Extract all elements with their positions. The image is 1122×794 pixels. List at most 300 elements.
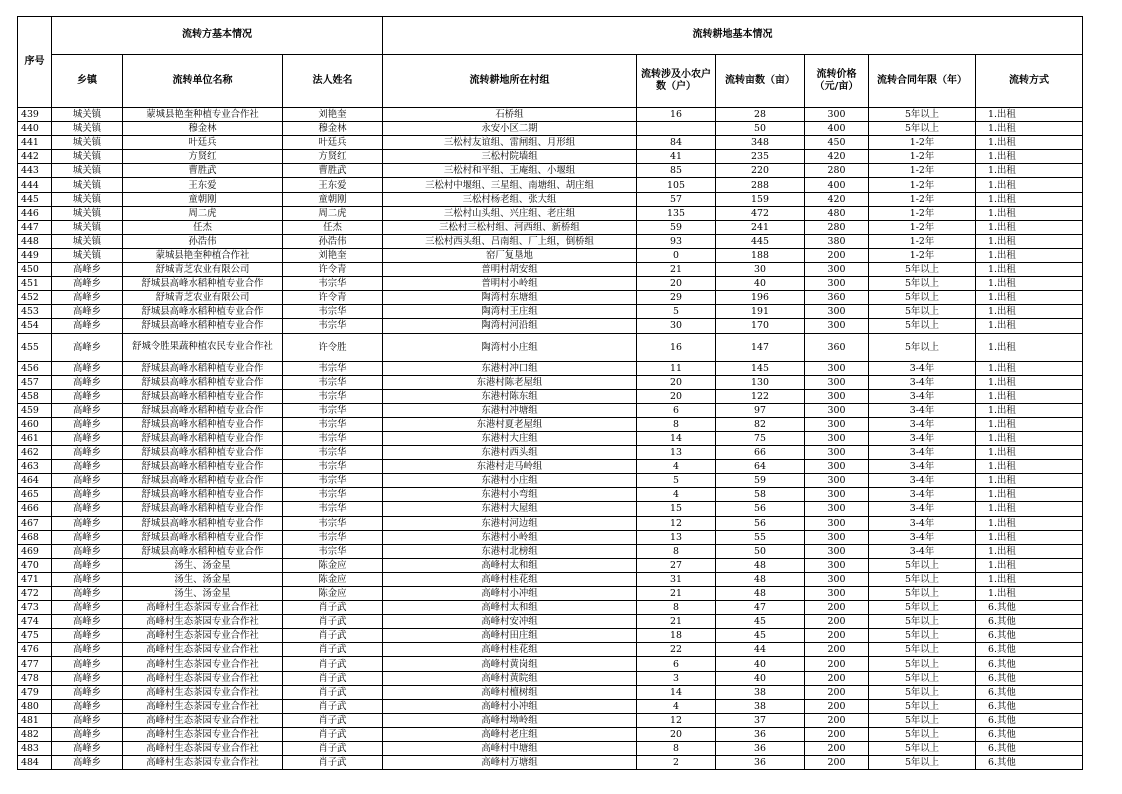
cell-unit-name: 舒城县高峰水稻种植专业合作 <box>123 460 283 474</box>
cell-township: 高峰乡 <box>52 502 123 516</box>
cell-method: 1.出租 <box>976 122 1083 136</box>
cell-price: 200 <box>805 727 869 741</box>
cell-households: 2 <box>637 756 716 770</box>
cell-price: 400 <box>805 122 869 136</box>
cell-legal-person: 韦宗华 <box>283 502 383 516</box>
cell-term: 3-4年 <box>869 446 976 460</box>
cell-area: 58 <box>716 488 805 502</box>
header-price: 流转价格（元/亩） <box>805 55 869 108</box>
cell-method: 1.出租 <box>976 389 1083 403</box>
cell-unit-name: 舒城县高峰水稻种植专业合作 <box>123 305 283 319</box>
cell-area: 159 <box>716 192 805 206</box>
cell-households: 20 <box>637 277 716 291</box>
cell-seq: 441 <box>18 136 52 150</box>
cell-seq: 443 <box>18 164 52 178</box>
cell-area: 97 <box>716 403 805 417</box>
cell-seq: 479 <box>18 685 52 699</box>
cell-price: 200 <box>805 699 869 713</box>
cell-seq: 440 <box>18 122 52 136</box>
cell-legal-person: 肖子武 <box>283 742 383 756</box>
cell-term: 5年以上 <box>869 685 976 699</box>
cell-village-group: 高峰村小冲组 <box>383 587 637 601</box>
header-group-land: 流转耕地基本情况 <box>383 17 1083 55</box>
cell-area: 241 <box>716 220 805 234</box>
cell-village-group: 高峰村檀树组 <box>383 685 637 699</box>
cell-area: 48 <box>716 558 805 572</box>
cell-area: 48 <box>716 587 805 601</box>
cell-method: 6.其他 <box>976 756 1083 770</box>
table-row <box>18 685 1083 699</box>
cell-unit-name: 孙浩伟 <box>123 234 283 248</box>
table-row <box>18 446 1083 460</box>
cell-unit-name: 高峰村生态茶园专业合作社 <box>123 643 283 657</box>
cell-township: 高峰乡 <box>52 375 123 389</box>
cell-seq: 462 <box>18 446 52 460</box>
cell-seq: 475 <box>18 629 52 643</box>
cell-term: 5年以上 <box>869 108 976 122</box>
cell-legal-person: 韦宗华 <box>283 516 383 530</box>
cell-legal-person: 周二虎 <box>283 206 383 220</box>
cell-area: 59 <box>716 474 805 488</box>
table-row <box>18 530 1083 544</box>
cell-area: 55 <box>716 530 805 544</box>
cell-method: 1.出租 <box>976 150 1083 164</box>
cell-seq: 463 <box>18 460 52 474</box>
cell-township: 城关镇 <box>52 248 123 262</box>
cell-households: 22 <box>637 643 716 657</box>
cell-households: 11 <box>637 361 716 375</box>
cell-price: 300 <box>805 108 869 122</box>
cell-seq: 468 <box>18 530 52 544</box>
cell-method: 1.出租 <box>976 403 1083 417</box>
cell-village-group: 陶湾村王庄组 <box>383 305 637 319</box>
cell-area: 40 <box>716 671 805 685</box>
cell-village-group: 三松村西头组、吕南组、厂上组，倒桥组 <box>383 234 637 248</box>
cell-method: 1.出租 <box>976 206 1083 220</box>
cell-households: 21 <box>637 615 716 629</box>
table-row <box>18 277 1083 291</box>
cell-households: 13 <box>637 530 716 544</box>
cell-unit-name: 舒城县高峰水稻种植专业合作 <box>123 417 283 431</box>
cell-area: 38 <box>716 685 805 699</box>
cell-legal-person: 肖子武 <box>283 685 383 699</box>
cell-area: 56 <box>716 502 805 516</box>
cell-township: 高峰乡 <box>52 615 123 629</box>
cell-method: 1.出租 <box>976 178 1083 192</box>
header-unit-name: 流转单位名称 <box>123 55 283 108</box>
cell-price: 300 <box>805 431 869 445</box>
cell-households: 5 <box>637 305 716 319</box>
cell-method: 6.其他 <box>976 657 1083 671</box>
cell-term: 1-2年 <box>869 136 976 150</box>
cell-seq: 444 <box>18 178 52 192</box>
cell-households: 14 <box>637 431 716 445</box>
cell-term: 5年以上 <box>869 601 976 615</box>
cell-unit-name: 舒城县高峰水稻种植专业合作 <box>123 431 283 445</box>
cell-term: 3-4年 <box>869 530 976 544</box>
cell-method: 6.其他 <box>976 713 1083 727</box>
cell-township: 高峰乡 <box>52 713 123 727</box>
cell-households: 6 <box>637 657 716 671</box>
cell-legal-person: 韦宗华 <box>283 277 383 291</box>
cell-method: 1.出租 <box>976 587 1083 601</box>
cell-township: 高峰乡 <box>52 361 123 375</box>
cell-term: 5年以上 <box>869 699 976 713</box>
cell-term: 3-4年 <box>869 375 976 389</box>
cell-area: 45 <box>716 629 805 643</box>
cell-township: 城关镇 <box>52 122 123 136</box>
cell-price: 300 <box>805 587 869 601</box>
cell-seq: 478 <box>18 671 52 685</box>
table-body <box>18 108 1083 770</box>
cell-method: 1.出租 <box>976 319 1083 333</box>
cell-township: 城关镇 <box>52 150 123 164</box>
cell-unit-name: 穆金林 <box>123 122 283 136</box>
cell-township: 高峰乡 <box>52 277 123 291</box>
cell-area: 188 <box>716 248 805 262</box>
cell-households: 27 <box>637 558 716 572</box>
cell-area: 50 <box>716 122 805 136</box>
table-row <box>18 742 1083 756</box>
table-row <box>18 333 1083 361</box>
cell-term: 1-2年 <box>869 178 976 192</box>
cell-village-group: 东港村走马岭组 <box>383 460 637 474</box>
cell-term: 3-4年 <box>869 403 976 417</box>
cell-households: 14 <box>637 685 716 699</box>
cell-households: 3 <box>637 671 716 685</box>
table-row <box>18 220 1083 234</box>
cell-legal-person: 陈金应 <box>283 558 383 572</box>
cell-seq: 470 <box>18 558 52 572</box>
cell-unit-name: 方贤红 <box>123 150 283 164</box>
cell-seq: 455 <box>18 333 52 361</box>
cell-township: 城关镇 <box>52 108 123 122</box>
cell-method: 1.出租 <box>976 220 1083 234</box>
cell-method: 6.其他 <box>976 699 1083 713</box>
cell-method: 1.出租 <box>976 488 1083 502</box>
cell-method: 1.出租 <box>976 277 1083 291</box>
cell-price: 200 <box>805 629 869 643</box>
cell-households: 57 <box>637 192 716 206</box>
cell-term: 5年以上 <box>869 572 976 586</box>
cell-price: 300 <box>805 389 869 403</box>
cell-area: 47 <box>716 601 805 615</box>
cell-area: 44 <box>716 643 805 657</box>
cell-township: 高峰乡 <box>52 629 123 643</box>
cell-legal-person: 童朝刚 <box>283 192 383 206</box>
cell-unit-name: 舒城县高峰水稻种植专业合作 <box>123 446 283 460</box>
cell-households: 21 <box>637 587 716 601</box>
cell-legal-person: 肖子武 <box>283 713 383 727</box>
cell-unit-name: 汤生、汤金星 <box>123 572 283 586</box>
table-row <box>18 122 1083 136</box>
cell-township: 高峰乡 <box>52 474 123 488</box>
table-row <box>18 305 1083 319</box>
cell-legal-person: 肖子武 <box>283 615 383 629</box>
cell-legal-person: 韦宗华 <box>283 474 383 488</box>
cell-households: 30 <box>637 319 716 333</box>
table-row <box>18 178 1083 192</box>
cell-households: 93 <box>637 234 716 248</box>
cell-households: 8 <box>637 601 716 615</box>
cell-unit-name: 任杰 <box>123 220 283 234</box>
cell-price: 300 <box>805 488 869 502</box>
cell-legal-person: 穆金林 <box>283 122 383 136</box>
cell-term: 3-4年 <box>869 502 976 516</box>
cell-unit-name: 舒城县高峰水稻种植专业合作 <box>123 277 283 291</box>
cell-term: 5年以上 <box>869 587 976 601</box>
cell-area: 220 <box>716 164 805 178</box>
cell-seq: 471 <box>18 572 52 586</box>
cell-price: 300 <box>805 558 869 572</box>
cell-method: 6.其他 <box>976 615 1083 629</box>
cell-unit-name: 舒城令胜果蔬种植农民专业合作社 <box>123 333 283 361</box>
cell-unit-name: 蒙城县艳奎种植合作社 <box>123 248 283 262</box>
cell-village-group: 东港村河边组 <box>383 516 637 530</box>
cell-unit-name: 舒城县高峰水稻种植专业合作 <box>123 544 283 558</box>
cell-method: 1.出租 <box>976 431 1083 445</box>
cell-area: 30 <box>716 263 805 277</box>
table-row <box>18 713 1083 727</box>
cell-price: 300 <box>805 263 869 277</box>
cell-seq: 450 <box>18 263 52 277</box>
cell-township: 高峰乡 <box>52 530 123 544</box>
cell-unit-name: 舒城县高峰水稻种植专业合作 <box>123 375 283 389</box>
cell-term: 5年以上 <box>869 122 976 136</box>
cell-village-group: 高峰村小冲组 <box>383 699 637 713</box>
cell-term: 1-2年 <box>869 248 976 262</box>
cell-village-group: 陶湾村东塘组 <box>383 291 637 305</box>
cell-village-group: 东港村北榜组 <box>383 544 637 558</box>
cell-price: 200 <box>805 671 869 685</box>
cell-term: 5年以上 <box>869 277 976 291</box>
cell-method: 1.出租 <box>976 333 1083 361</box>
table-row <box>18 629 1083 643</box>
cell-term: 5年以上 <box>869 629 976 643</box>
cell-seq: 459 <box>18 403 52 417</box>
cell-method: 1.出租 <box>976 460 1083 474</box>
cell-township: 城关镇 <box>52 178 123 192</box>
cell-township: 高峰乡 <box>52 516 123 530</box>
table-row <box>18 727 1083 741</box>
cell-village-group: 高峰村坳岭组 <box>383 713 637 727</box>
cell-area: 288 <box>716 178 805 192</box>
cell-price: 200 <box>805 643 869 657</box>
cell-seq: 446 <box>18 206 52 220</box>
cell-township: 高峰乡 <box>52 544 123 558</box>
cell-unit-name: 高峰村生态茶园专业合作社 <box>123 685 283 699</box>
cell-households: 0 <box>637 248 716 262</box>
cell-seq: 451 <box>18 277 52 291</box>
cell-term: 5年以上 <box>869 742 976 756</box>
table-row <box>18 375 1083 389</box>
cell-legal-person: 肖子武 <box>283 671 383 685</box>
cell-price: 450 <box>805 136 869 150</box>
cell-households: 21 <box>637 263 716 277</box>
cell-township: 城关镇 <box>52 206 123 220</box>
cell-households: 20 <box>637 375 716 389</box>
cell-village-group: 普明村小岭组 <box>383 277 637 291</box>
cell-price: 300 <box>805 460 869 474</box>
cell-village-group: 高峰村太和组 <box>383 601 637 615</box>
cell-unit-name: 舒城县高峰水稻种植专业合作 <box>123 474 283 488</box>
cell-seq: 467 <box>18 516 52 530</box>
cell-term: 5年以上 <box>869 291 976 305</box>
cell-village-group: 东港村西头组 <box>383 446 637 460</box>
cell-unit-name: 高峰村生态茶园专业合作社 <box>123 756 283 770</box>
cell-unit-name: 舒城县高峰水稻种植专业合作 <box>123 319 283 333</box>
cell-price: 300 <box>805 305 869 319</box>
cell-seq: 454 <box>18 319 52 333</box>
cell-legal-person: 叶廷兵 <box>283 136 383 150</box>
cell-legal-person: 韦宗华 <box>283 361 383 375</box>
cell-township: 高峰乡 <box>52 417 123 431</box>
table-row <box>18 544 1083 558</box>
cell-township: 高峰乡 <box>52 291 123 305</box>
cell-method: 1.出租 <box>976 136 1083 150</box>
table-row <box>18 587 1083 601</box>
cell-area: 147 <box>716 333 805 361</box>
table-row <box>18 558 1083 572</box>
cell-price: 300 <box>805 572 869 586</box>
cell-legal-person: 任杰 <box>283 220 383 234</box>
cell-area: 66 <box>716 446 805 460</box>
cell-village-group: 三松村杨老组、张大组 <box>383 192 637 206</box>
cell-village-group: 东港村陈老屋组 <box>383 375 637 389</box>
cell-unit-name: 叶廷兵 <box>123 136 283 150</box>
cell-term: 5年以上 <box>869 713 976 727</box>
cell-price: 300 <box>805 319 869 333</box>
cell-method: 6.其他 <box>976 601 1083 615</box>
cell-term: 3-4年 <box>869 417 976 431</box>
cell-seq: 469 <box>18 544 52 558</box>
cell-price: 200 <box>805 742 869 756</box>
cell-seq: 453 <box>18 305 52 319</box>
cell-unit-name: 高峰村生态茶园专业合作社 <box>123 671 283 685</box>
cell-seq: 447 <box>18 220 52 234</box>
cell-legal-person: 许令青 <box>283 291 383 305</box>
cell-households: 5 <box>637 474 716 488</box>
cell-households: 20 <box>637 727 716 741</box>
cell-unit-name: 高峰村生态茶园专业合作社 <box>123 601 283 615</box>
cell-term: 1-2年 <box>869 234 976 248</box>
cell-method: 1.出租 <box>976 544 1083 558</box>
cell-price: 300 <box>805 474 869 488</box>
cell-method: 1.出租 <box>976 234 1083 248</box>
cell-legal-person: 刘艳奎 <box>283 248 383 262</box>
cell-method: 1.出租 <box>976 516 1083 530</box>
header-legal-person: 法人姓名 <box>283 55 383 108</box>
cell-method: 1.出租 <box>976 474 1083 488</box>
cell-unit-name: 舒城县高峰水稻种植专业合作 <box>123 389 283 403</box>
cell-term: 5年以上 <box>869 615 976 629</box>
cell-legal-person: 韦宗华 <box>283 417 383 431</box>
cell-township: 城关镇 <box>52 234 123 248</box>
cell-method: 1.出租 <box>976 108 1083 122</box>
cell-price: 360 <box>805 333 869 361</box>
cell-township: 城关镇 <box>52 192 123 206</box>
cell-seq: 452 <box>18 291 52 305</box>
cell-area: 196 <box>716 291 805 305</box>
cell-area: 191 <box>716 305 805 319</box>
cell-seq: 483 <box>18 742 52 756</box>
cell-method: 1.出租 <box>976 164 1083 178</box>
cell-legal-person: 方贤红 <box>283 150 383 164</box>
cell-legal-person: 韦宗华 <box>283 460 383 474</box>
cell-village-group: 三松村三松村组、河西组、新桥组 <box>383 220 637 234</box>
cell-township: 高峰乡 <box>52 389 123 403</box>
cell-legal-person: 肖子武 <box>283 756 383 770</box>
cell-seq: 464 <box>18 474 52 488</box>
cell-term: 5年以上 <box>869 643 976 657</box>
cell-unit-name: 周二虎 <box>123 206 283 220</box>
cell-term: 1-2年 <box>869 150 976 164</box>
table-row <box>18 615 1083 629</box>
table-row <box>18 601 1083 615</box>
cell-households: 4 <box>637 488 716 502</box>
cell-village-group: 东港村陈东组 <box>383 389 637 403</box>
cell-method: 1.出租 <box>976 305 1083 319</box>
cell-unit-name: 汤生、汤金星 <box>123 587 283 601</box>
cell-village-group: 三松村和平组、王庵组、小堰组 <box>383 164 637 178</box>
cell-legal-person: 韦宗华 <box>283 389 383 403</box>
table-row <box>18 657 1083 671</box>
cell-seq: 472 <box>18 587 52 601</box>
header-households: 流转涉及小农户数（户） <box>637 55 716 108</box>
cell-seq: 482 <box>18 727 52 741</box>
cell-unit-name: 舒城县高峰水稻种植专业合作 <box>123 361 283 375</box>
table-row <box>18 206 1083 220</box>
cell-seq: 466 <box>18 502 52 516</box>
cell-unit-name: 王东爱 <box>123 178 283 192</box>
cell-unit-name: 舒城青芝农业有限公司 <box>123 291 283 305</box>
cell-legal-person: 刘艳奎 <box>283 108 383 122</box>
cell-term: 5年以上 <box>869 263 976 277</box>
cell-legal-person: 韦宗华 <box>283 319 383 333</box>
cell-township: 高峰乡 <box>52 460 123 474</box>
cell-method: 1.出租 <box>976 263 1083 277</box>
table-row <box>18 460 1083 474</box>
table-row <box>18 291 1083 305</box>
cell-households: 13 <box>637 446 716 460</box>
cell-seq: 460 <box>18 417 52 431</box>
cell-price: 300 <box>805 375 869 389</box>
cell-township: 高峰乡 <box>52 587 123 601</box>
cell-price: 300 <box>805 516 869 530</box>
table-row <box>18 234 1083 248</box>
cell-seq: 457 <box>18 375 52 389</box>
cell-seq: 474 <box>18 615 52 629</box>
cell-term: 5年以上 <box>869 756 976 770</box>
table-row <box>18 248 1083 262</box>
cell-village-group: 高峰村太和组 <box>383 558 637 572</box>
cell-township: 高峰乡 <box>52 601 123 615</box>
cell-area: 28 <box>716 108 805 122</box>
cell-legal-person: 肖子武 <box>283 657 383 671</box>
cell-village-group: 石桥组 <box>383 108 637 122</box>
cell-village-group: 东港村大屋组 <box>383 502 637 516</box>
cell-village-group: 陶湾村小庄组 <box>383 333 637 361</box>
cell-term: 5年以上 <box>869 319 976 333</box>
cell-legal-person: 肖子武 <box>283 699 383 713</box>
cell-unit-name: 汤生、汤金星 <box>123 558 283 572</box>
cell-township: 高峰乡 <box>52 446 123 460</box>
table-row <box>18 488 1083 502</box>
header-area: 流转亩数（亩） <box>716 55 805 108</box>
cell-legal-person: 许令青 <box>283 263 383 277</box>
cell-price: 200 <box>805 601 869 615</box>
cell-unit-name: 舒城县高峰水稻种植专业合作 <box>123 516 283 530</box>
